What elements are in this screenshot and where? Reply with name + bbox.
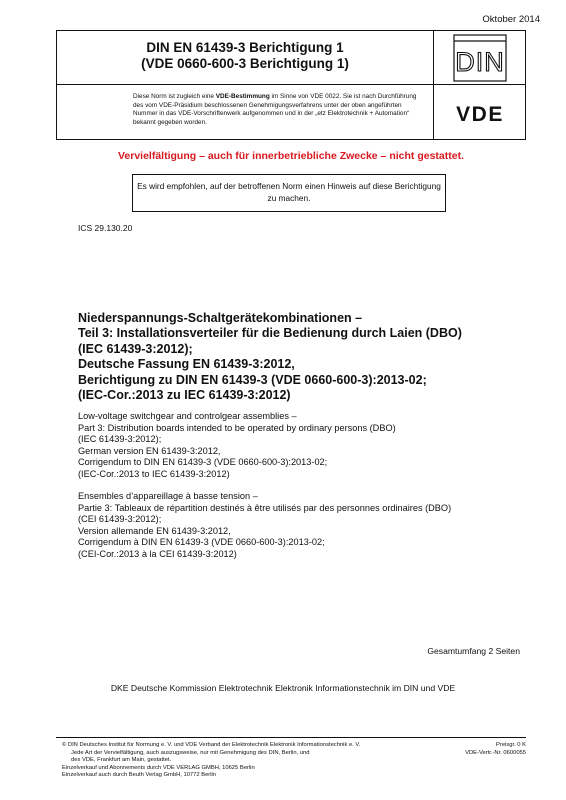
title-en-line: (IEC 61439-3:2012);	[78, 434, 162, 445]
document-title	[57, 31, 434, 85]
title-en-line: Low-voltage switchgear and controlgear assemblies –	[78, 411, 297, 421]
copyright-line: des VDE, Frankfurt am Main, gestattet.	[71, 757, 172, 763]
din-logo	[434, 31, 526, 85]
title-fr-line: (CEI 61439-3:2012);	[78, 514, 162, 525]
header-box	[56, 30, 526, 140]
reproduction-warning: Vervielfältigung – auch für innerbetriebliche Zwecke – nicht gestattet.	[117, 150, 464, 162]
copyright-line: Jede Art der Vervielfältigung, auch auszugsweise, nur mit Genehmigung des DIN, Berlin, und	[71, 749, 310, 756]
vde-logo-text: VDE	[456, 103, 504, 126]
title-french	[78, 491, 451, 561]
page-count: Gesamtumfang 2 Seiten	[427, 646, 520, 656]
vde-logo	[434, 85, 526, 140]
dke-line: DKE Deutsche Kommission Elektrotechnik Elektronik Informationstechnik im DIN und VDE	[110, 683, 456, 693]
sales-line: Einzelverkauf und Abonnements durch VDE VERLAG GMBH, 10625 Berlin	[62, 764, 255, 771]
title-line-2: (VDE 0660-600-3 Berichtigung 1)	[141, 56, 349, 71]
title-fr-line: (CEI-Cor.:2013 à la CEI 61439-3:2012)	[78, 548, 237, 559]
copyright-line: © DIN Deutsches Institut für Normung e. V. und VDE Verband der Elektrotechnik Elektronik Informationstechnik e. V.	[62, 742, 361, 748]
title-de-line: (IEC-Cor.:2013 zu IEC 61439-3:2012)	[78, 388, 291, 403]
title-fr-line: Corrigendum à DIN EN 61439-3 (VDE 0660-600-3):2013-02;	[78, 537, 325, 548]
title-en-line: German version EN 61439-3:2012,	[78, 445, 221, 456]
title-german	[78, 311, 462, 403]
title-de-line: (IEC 61439-3:2012);	[78, 341, 193, 356]
sales-line: Einzelverkauf auch durch Beuth Verlag GmbH, 10772 Berlin	[62, 772, 217, 778]
title-english	[78, 411, 396, 481]
footer-price	[465, 742, 526, 757]
title-de-line: Berichtigung zu DIN EN 61439-3 (VDE 0660-600-3):2013-02;	[78, 372, 427, 387]
ics-code: ICS 29.130.20	[78, 223, 133, 233]
footer-divider	[56, 737, 526, 738]
title-de-line: Teil 3: Installationsverteiler für die Bedienung durch Laien (DBO)	[78, 326, 462, 341]
title-en-line: (IEC-Cor.:2013 to IEC 61439-3:2012)	[78, 468, 230, 479]
publication-date: Oktober 2014	[482, 14, 540, 25]
title-fr-line: Version allemande EN 61439-3:2012,	[78, 525, 231, 536]
vde-logo-icon	[434, 85, 526, 140]
din-logo-icon	[434, 31, 526, 85]
title-line-1: DIN EN 61439-3 Berichtigung 1	[146, 40, 344, 55]
din-logo-text: DIN	[455, 47, 505, 77]
vde-contract-number: VDE-Vertr.-Nr. 0600055	[465, 749, 526, 756]
price-group: Preisgr. 0 K	[496, 742, 526, 748]
title-de-line: Deutsche Fassung EN 61439-3:2012,	[78, 357, 295, 372]
hint-box: Es wird empfohlen, auf der betroffenen Norm einen Hinweis auf diese Berichtigung zu machen.	[132, 174, 446, 212]
vde-regulation-note: Diese Norm ist zugleich eine VDE-Bestimmung im Sinne von VDE 0022. Sie ist nach Durchführung des vom VDE-Präsidium beschlossenen Genehmigungsverfahrens unter der oben angeführten Nummer in das VDE-Vorschriftenwerk aufgenommen und in der „etz Elektrotechnik + Automation“ bekannt gegeben worden.	[57, 85, 434, 140]
title-de-line: Niederspannungs-Schaltgerätekombinationen –	[78, 311, 363, 325]
title-fr-line: Partie 3: Tableaux de répartition destinés à être utilisés par des personnes ordinaires (DBO)	[78, 502, 452, 513]
title-fr-line: Ensembles d’appareillage à basse tension –	[78, 491, 258, 501]
footer-copyright	[62, 742, 422, 780]
title-en-line: Corrigendum to DIN EN 61439-3 (VDE 0660-600-3):2013-02;	[78, 457, 328, 468]
title-en-line: Part 3: Distribution boards intended to be operated by ordinary persons (DBO)	[78, 422, 396, 433]
